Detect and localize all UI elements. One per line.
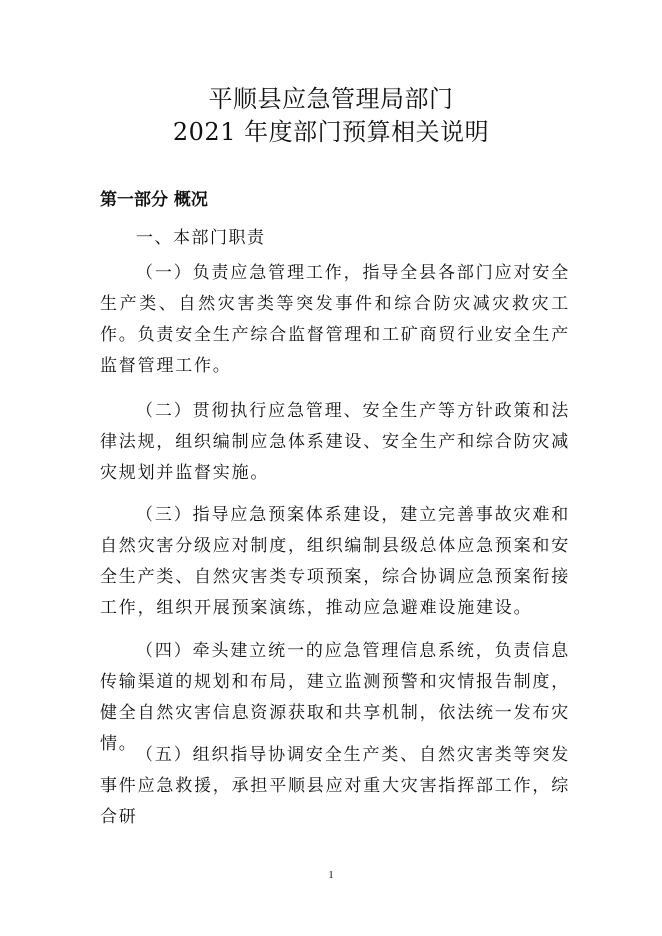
- sub-heading: 一、本部门职责: [136, 228, 266, 248]
- paragraph-5: （五）组织指导协调安全生产类、自然灾害类等突发事件应急救援，承担平顺县应对重大灾害指挥部工作，综合研: [100, 745, 570, 827]
- document-title-line-2: 2021 年度部门预算相关说明: [172, 118, 490, 146]
- paragraph-3: （三）指导应急预案体系建设，建立完善事故灾难和自然灾害分级应对制度，组织编制县级总体应急预案和安全生产类、自然灾害类专项预案，综合协调应急预案衔接工作，组织开展预案演练，推动应急避难设施建设。: [100, 505, 570, 618]
- section-heading: 第一部分 概况: [100, 190, 208, 210]
- paragraph-2: （二）贯彻执行应急管理、安全生产等方针政策和法律法规，组织编制应急体系建设、安全生产和综合防灾减灾规划并监督实施。: [100, 401, 570, 483]
- document-title-line-1: 平顺县应急管理局部门: [208, 85, 454, 113]
- paragraph-4: （四）牵头建立统一的应急管理信息系统，负责信息传输渠道的规划和布局，建立监测预警和灾情报告制度，健全自然灾害信息资源获取和共享机制，依法统一发布灾情。: [100, 641, 570, 754]
- paragraph-1: （一）负责应急管理工作，指导全县各部门应对安全生产类、自然灾害类等突发事件和综合防灾减灾救灾工作。负责安全生产综合监督管理和工矿商贸行业安全生产监督管理工作。: [100, 263, 570, 376]
- page-number: 1: [328, 869, 334, 881]
